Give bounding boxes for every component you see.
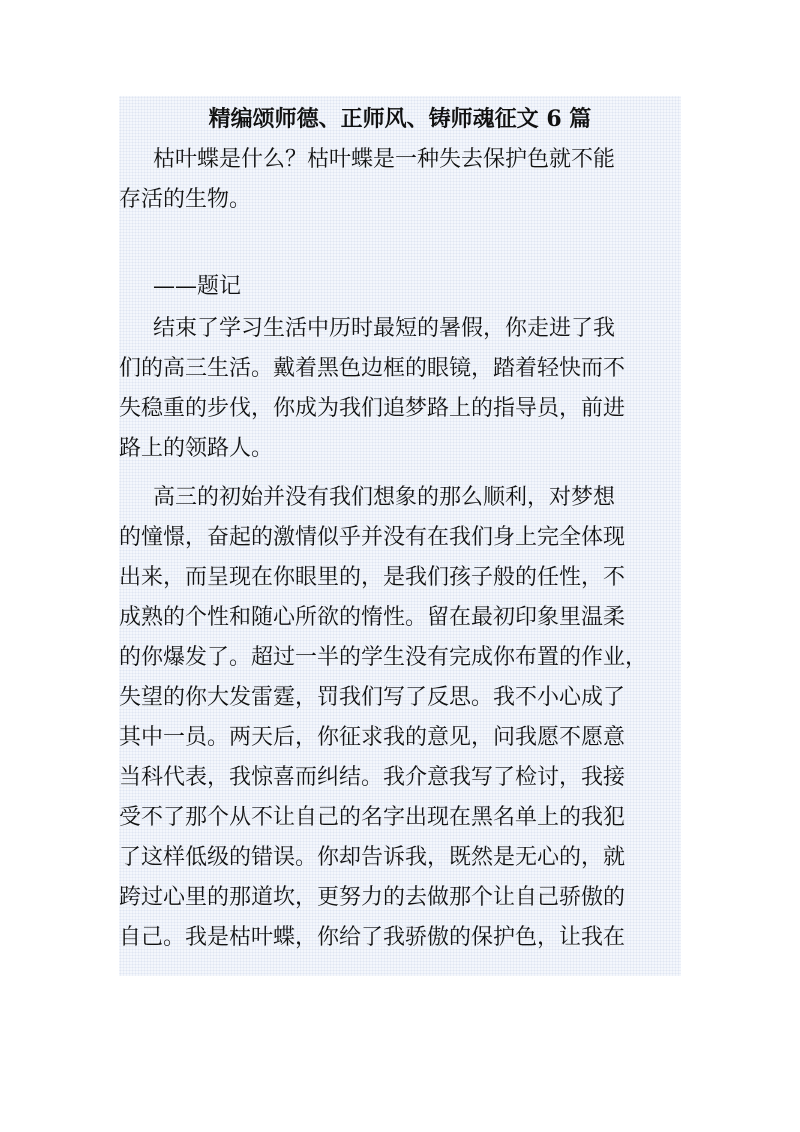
paragraph-line: 存活的生物。	[119, 187, 252, 212]
paragraph-line: 的你爆发了。超过一半的学生没有完成你布置的作业，	[119, 645, 648, 670]
paragraph-line: 们的高三生活。戴着黑色边框的眼镜，踏着轻快而不	[119, 356, 626, 381]
paragraph-line: 路上的领路人。	[119, 436, 274, 461]
paragraph-line: 成熟的个性和随心所欲的惰性。留在最初印象里温柔	[119, 605, 626, 630]
paragraph-line: 了这样低级的错误。你却告诉我，既然是无心的，就	[119, 845, 626, 870]
paragraph-line: 的憧憬，奋起的激情似乎并没有在我们身上完全体现	[119, 525, 626, 550]
paragraph-line: 自己。我是枯叶蝶，你给了我骄傲的保护色，让我在	[119, 925, 626, 950]
paragraph-line: 枯叶蝶是什么？枯叶蝶是一种失去保护色就不能	[153, 147, 616, 172]
paragraph-line: 出来，而呈现在你眼里的，是我们孩子般的任性，不	[119, 565, 626, 590]
epigraph-attribution: ——题记	[153, 274, 242, 299]
paragraph-line: 受不了那个从不让自己的名字出现在黑名单上的我犯	[119, 805, 626, 830]
paragraph-line: 失望的你大发雷霆，罚我们写了反思。我不小心成了	[119, 685, 626, 710]
document-title: 精编颂师德、正师风、铸师魂征文 6 篇	[208, 106, 592, 132]
paragraph-line: 跨过心里的那道坎，更努力的去做那个让自己骄傲的	[119, 885, 626, 910]
paragraph-line: 其中一员。两天后，你征求我的意见，问我愿不愿意	[119, 725, 626, 750]
paragraph-line: 当科代表，我惊喜而纠结。我介意我写了检讨，我接	[119, 765, 626, 790]
paragraph-line: 结束了学习生活中历时最短的暑假，你走进了我	[153, 316, 616, 341]
text-block	[119, 96, 681, 976]
paragraph-line: 失稳重的步伐，你成为我们追梦路上的指导员，前进	[119, 396, 626, 421]
paragraph-line: 高三的初始并没有我们想象的那么顺利，对梦想	[153, 485, 616, 510]
